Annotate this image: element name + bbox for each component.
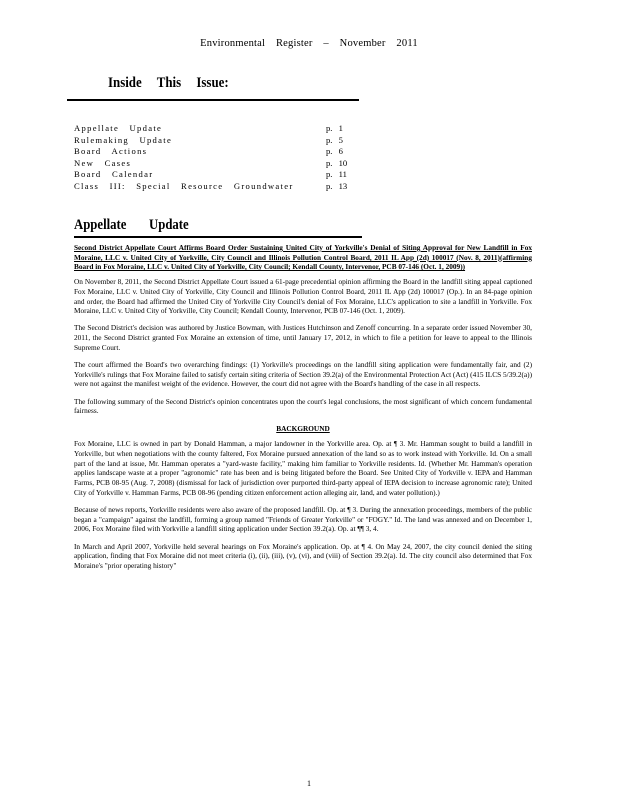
- toc-entry-new-cases[interactable]: [74, 158, 364, 170]
- toc-entry-page: p. 1: [326, 123, 343, 133]
- toc-entry-label: Rulemaking Update: [74, 134, 173, 145]
- toc-entry-page: p. 11: [326, 169, 347, 180]
- running-header: Environmental Register – November 2011: [200, 38, 418, 49]
- toc-title: Inside This Issue:: [108, 75, 229, 91]
- article-headline: Second District Appellate Court Affirms Board Order Sustaining United City of Yorkville's Denial of Siting Approval for New Landfill in Fox Moraine, LLC v. United City of Yorkville, City Council and Illinois Pollution Control Board, 2011 IL App (2d) 100017 (Nov. 8, 2011)(affirming Board in Fox Moraine, LLC v. United City of Yorkville, City Council; Kendall County, Intervenor, PCB 07-146 (Oct. 1, 2009)): [74, 243, 532, 272]
- body-paragraph: The following summary of the Second District's opinion concentrates upon the court's legal conclusions, the most significant of which concern fundamental fairness.: [74, 396, 532, 416]
- body-paragraph: On November 8, 2011, the Second District Appellate Court issued a 61-page precedential opinion affirming the Board in the landfill siting appeal captioned Fox Moraine, LLC v. United City of Yorkville, City Council and Illinois Pollution Control Board, 2011 IL App (2d) 100017 (Op.). In an 84-page opinion and order, the Board had affirmed the United City of Yorkville City Council's denial of Fox Moraine, LLC's application to site a landfill in Yorkville. Fox Moraine, LLC v. United City of Yorkville, City Council; Kendall County, Intervenor, PCB 07-146 (Oct. 1, 2009).: [74, 277, 532, 316]
- body-paragraph: The court affirmed the Board's two overarching findings: (1) Yorkville's proceedings on the landfill siting application were fundamentally fair, and (2) Yorkville's rulings that Fox Moraine failed to satisfy certain siting criteria of Section 39.2(a) of the Environmental Protection Act (Act) (415 ILCS 5/39.2(a)) were not against the manifest weight of the evidence. However, the court did not agree with the Board's handling of the case in all respects.: [74, 360, 532, 389]
- toc-entry-page: p. 13: [326, 180, 348, 191]
- toc-entry-class-iii-groundwater[interactable]: [74, 181, 364, 193]
- toc-entry-label: Class III: Special Resource Groundwater: [74, 180, 294, 191]
- toc-entry-label: New Cases: [74, 157, 132, 168]
- toc-entry-label: Appellate Update: [74, 123, 163, 133]
- article-body: [74, 243, 532, 578]
- toc-entry-page: p. 10: [326, 157, 348, 168]
- toc-entry-page: p. 6: [326, 146, 343, 157]
- toc-entry-label: Board Calendar: [74, 169, 154, 180]
- toc-entry-board-calendar[interactable]: [74, 169, 364, 181]
- body-paragraph: Fox Moraine, LLC is owned in part by Donald Hamman, a major landowner in the Yorkville area. Op. at ¶ 3. Mr. Hamman sought to build a landfill in Yorkville, but when negotiations with the county faltered, Fox Moraine pursued annexation of the land so as to work instead with Yorkville. Id. On a small part of the land at issue, Mr. Hamman operates a "yard-waste facility," making him familiar to Yorkville residents. Id. (Whether Mr. Hamman's operation applies landscape waste at a proper "agronomic" rate has been and is being litigated before the Board. See United City of Yorkville v. IEPA and Hamman Farms, PCB 08-95 (Aug. 7, 2008) (dismissal for lack of jurisdiction over purported third-party appeal of IEPA decision to increase agronomic rate); United City of Yorkville v. Hamman Farms, PCB 08-96 (pending citizen enforcement action alleging air, land, and water pollution).): [74, 439, 532, 497]
- toc-entry-rulemaking-update[interactable]: [74, 135, 364, 147]
- body-paragraph: Because of news reports, Yorkville residents were also aware of the proposed landfill. Op. at ¶ 3. During the annexation proceedings, members of the public began a "campaign" against the landfill, forming a group named "Friends of Greater Yorkville" or "FOGY." Id. The land was annexed and on December 1, 2006, Fox Moraine filed with Yorkville a landfill siting application under Section 39.2(a). Op. at ¶¶ 3, 4.: [74, 504, 532, 534]
- section-divider: [74, 236, 362, 238]
- table-of-contents: [74, 123, 364, 193]
- page-number: 1: [307, 779, 311, 788]
- toc-divider: [67, 99, 359, 101]
- toc-entry-label: Board Actions: [74, 146, 148, 157]
- body-paragraph: In March and April 2007, Yorkville held several hearings on Fox Moraine's application. Op. at ¶ 4. On May 24, 2007, the city council denied the siting application, finding that Fox Moraine did not meet criteria (i), (ii), (iii), (v), (vi), and (viii) of Section 39.2(a). Id. The city council also determined that Fox Moraine's "prior operating history": [74, 541, 532, 570]
- background-subheading: BACKGROUND: [276, 423, 330, 433]
- toc-entry-board-actions[interactable]: [74, 146, 364, 158]
- body-paragraph: The Second District's decision was authored by Justice Bowman, with Justices Hutchinson and Zenoff concurring. In a separate order issued November 30, 2011, the Second District granted Fox Moraine an extension of time, until January 17, 2012, in which to file a petition for leave to appeal to the Illinois Supreme Court.: [74, 323, 532, 352]
- section-title: Appellate Update: [74, 217, 189, 233]
- toc-entry-page: p. 5: [326, 134, 343, 145]
- toc-entry-appellate-update[interactable]: [74, 123, 364, 135]
